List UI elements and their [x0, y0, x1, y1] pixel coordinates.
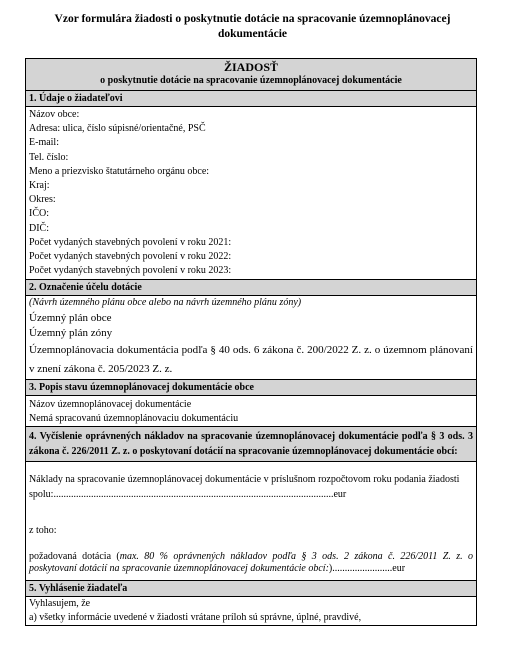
costs-text: Náklady na spracovanie územnoplánovacej dokumentácie v príslušnom rozpočtovom roku podania žiadosti [29, 474, 460, 486]
form-subtitle: o poskytnutie dotácie na spracovanie územnoplánovacej dokumentácie [100, 75, 402, 86]
section5-heading: 5. Vyhlásenie žiadateľa [26, 581, 476, 597]
costs-total-label: spolu: [29, 488, 54, 500]
requested-subsidy-line[interactable] [29, 551, 473, 576]
requested-italic: max. 80 % oprávnených nákladov podľa § 3 ods. 2 zákona č. 226/2011 Z. z. o poskytovaní dotácií na spracovanie územnoplánovacej dokumentácie obcí: [29, 550, 473, 575]
field-email[interactable]: E-mail: [29, 137, 59, 149]
document-title-line2: dokumentácie [218, 28, 287, 40]
section2-body [26, 296, 476, 379]
section5-body [26, 597, 476, 625]
section1-heading: 1. Údaje o žiadateľovi [26, 91, 476, 107]
costs-total-dots: ................................................................................................................ [53, 488, 334, 500]
section2-note: (Návrh územného plánu obce alebo na návrh územného plánu zóny) [29, 297, 302, 309]
field-municipality-name[interactable]: Názov obce: [29, 109, 80, 120]
field-region[interactable]: Kraj: [29, 180, 50, 192]
field-permits-2023[interactable]: Počet vydaných stavebných povolení v roku 2023: [29, 265, 232, 277]
option-documentation-name[interactable]: Názov územnoplánovacej dokumentácie [29, 398, 192, 410]
field-statutory-name[interactable]: Meno a priezvisko štatutárneho orgánu obce: [29, 165, 210, 177]
field-address[interactable]: Adresa: ulica, číslo súpisné/orientačné, PSČ [29, 123, 206, 135]
section2-heading: 2. Označenie účelu dotácie [26, 280, 476, 296]
costs-total-line[interactable] [29, 488, 473, 502]
field-permits-2022[interactable]: Počet vydaných stavebných povolení v roku 2022: [29, 251, 232, 263]
document-title-line1: Vzor formulára žiadosti o poskytnutie dotácie na spracovanie územnoplánovacej [54, 13, 451, 25]
section3-heading: 3. Popis stavu územnoplánovacej dokumentácie obce [26, 380, 476, 396]
costs-total-unit: eur [333, 488, 347, 500]
option-no-documentation[interactable]: Nemá spracovanú územnoplánovaciu dokumentáciu [29, 412, 239, 424]
of-which-label: z toho: [29, 524, 57, 536]
field-district[interactable]: Okres: [29, 194, 56, 206]
requested-prefix: požadovaná dotácia ( [29, 550, 120, 562]
field-dic[interactable]: DIČ: [29, 222, 49, 234]
option-zone-plan[interactable]: Územný plán zóny [29, 326, 113, 339]
form-title: ŽIADOSŤ [223, 60, 279, 74]
section3-body [26, 396, 476, 427]
section4-heading: 4. Vyčíslenie oprávnených nákladov na spracovanie územnoplánovacej dokumentácie podľa § 3 ods. 3 zákona č. 226/2011 Z. z. o poskytovaní dotácií na spracovanie územnoplánovacej dokumentácie obcí: [26, 427, 476, 462]
section4-body [26, 462, 476, 581]
document-title [0, 12, 505, 42]
field-phone[interactable]: Tel. číslo: [29, 151, 69, 163]
declaration-intro: Vyhlasujem, že [29, 597, 91, 609]
section1-body [26, 107, 476, 280]
form-header [26, 59, 476, 91]
declaration-item-a: a) všetky informácie uvedené v žiadosti vrátane príloh sú správne, úplné, pravdivé, [29, 612, 362, 624]
requested-suffix: )........................eur [328, 563, 406, 575]
application-form [25, 58, 477, 626]
field-ico[interactable]: IČO: [29, 208, 49, 220]
field-permits-2021[interactable]: Počet vydaných stavebných povolení v roku 2021: [29, 236, 232, 248]
option-municipal-plan[interactable]: Územný plán obce [29, 311, 112, 324]
option-other-documentation[interactable]: Územnoplánovacia dokumentácia podľa § 40 ods. 6 zákona č. 200/2022 Z. z. o územnom plánovaní v znení zákona č. 205/2023 Z. z. [29, 343, 473, 375]
